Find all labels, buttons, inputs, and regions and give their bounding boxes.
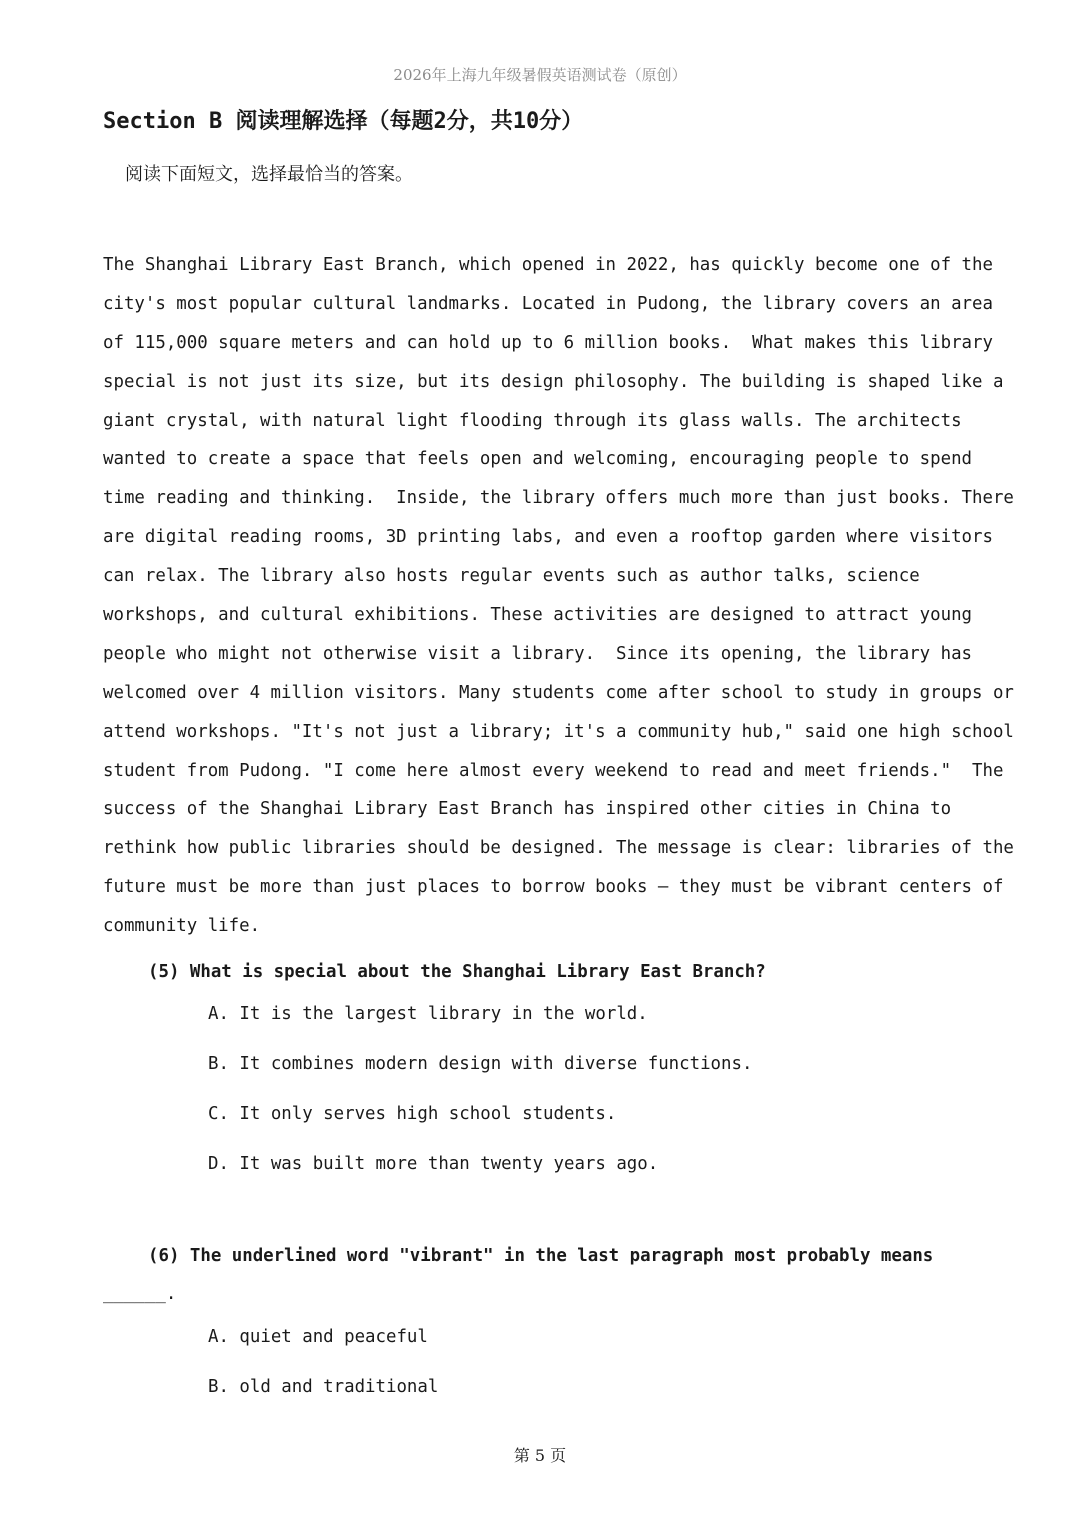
passage-line: people who might not otherwise visit a library. Since its opening, the library has [103, 643, 973, 664]
passage-line: can relax. The library also hosts regular events such as author talks, science [103, 566, 920, 587]
reading-passage [103, 246, 1014, 946]
passage-line: wanted to create a space that feels open and welcoming, encouraging people to spend [103, 449, 973, 470]
question-5-option-d: D. It was built more than twenty years ago. [208, 1154, 659, 1174]
passage-line: community life. [103, 916, 261, 937]
passage-line: future must be more than just places to borrow books — they must be vibrant centers of [103, 877, 1004, 898]
passage-line: student from Pudong. "I come here almost every weekend to read and meet friends." The [103, 760, 1004, 781]
passage-line: success of the Shanghai Library East Branch has inspired other cities in China to [103, 799, 952, 820]
answer-blank: ______. [103, 1284, 177, 1304]
question-6-option-b: B. old and traditional [208, 1377, 439, 1397]
question-5-option-b: B. It combines modern design with diverse functions. [208, 1054, 753, 1074]
passage-line: of 115,000 square meters and can hold up to 6 million books. What makes this library [103, 332, 993, 353]
passage-line: The Shanghai Library East Branch, which opened in 2022, has quickly become one of the [103, 255, 993, 275]
question-5-stem: (5) What is special about the Shanghai Library East Branch? [148, 962, 766, 982]
passage-line: are digital reading rooms, 3D printing labs, and even a rooftop garden where visitors [103, 527, 993, 548]
section-title: Section B 阅读理解选择（每题2分，共10分） [103, 109, 584, 134]
passage-line: rethink how public libraries should be designed. The message is clear: libraries of the [103, 838, 1014, 859]
instruction-text: 阅读下面短文，选择最恰当的答案。 [125, 164, 413, 185]
question-6-option-a: A. quiet and peaceful [208, 1327, 428, 1347]
passage-line: workshops, and cultural exhibitions. These activities are designed to attract young [103, 605, 973, 626]
passage-line: attend workshops. "It's not just a library; it's a community hub," said one high school [103, 721, 1014, 742]
page-number: 第 5 页 [513, 1446, 567, 1465]
page-header: 2026年上海九年级暑假英语测试卷（原创） [393, 66, 687, 84]
passage-line: giant crystal, with natural light flooding through its glass walls. The architects [103, 410, 962, 431]
question-5-option-a: A. It is the largest library in the world. [208, 1004, 648, 1024]
passage-line: city's most popular cultural landmarks. Located in Pudong, the library covers an area [103, 293, 993, 314]
passage-line: welcomed over 4 million visitors. Many students come after school to study in groups or [103, 682, 1014, 703]
passage-line: special is not just its size, but its design philosophy. The building is shaped like a [103, 371, 1004, 392]
question-6-stem: (6) The underlined word "vibrant" in the last paragraph most probably means [148, 1246, 934, 1266]
question-5-option-c: C. It only serves high school students. [208, 1104, 617, 1124]
passage-line: time reading and thinking. Inside, the library offers much more than just books. There [103, 488, 1014, 509]
